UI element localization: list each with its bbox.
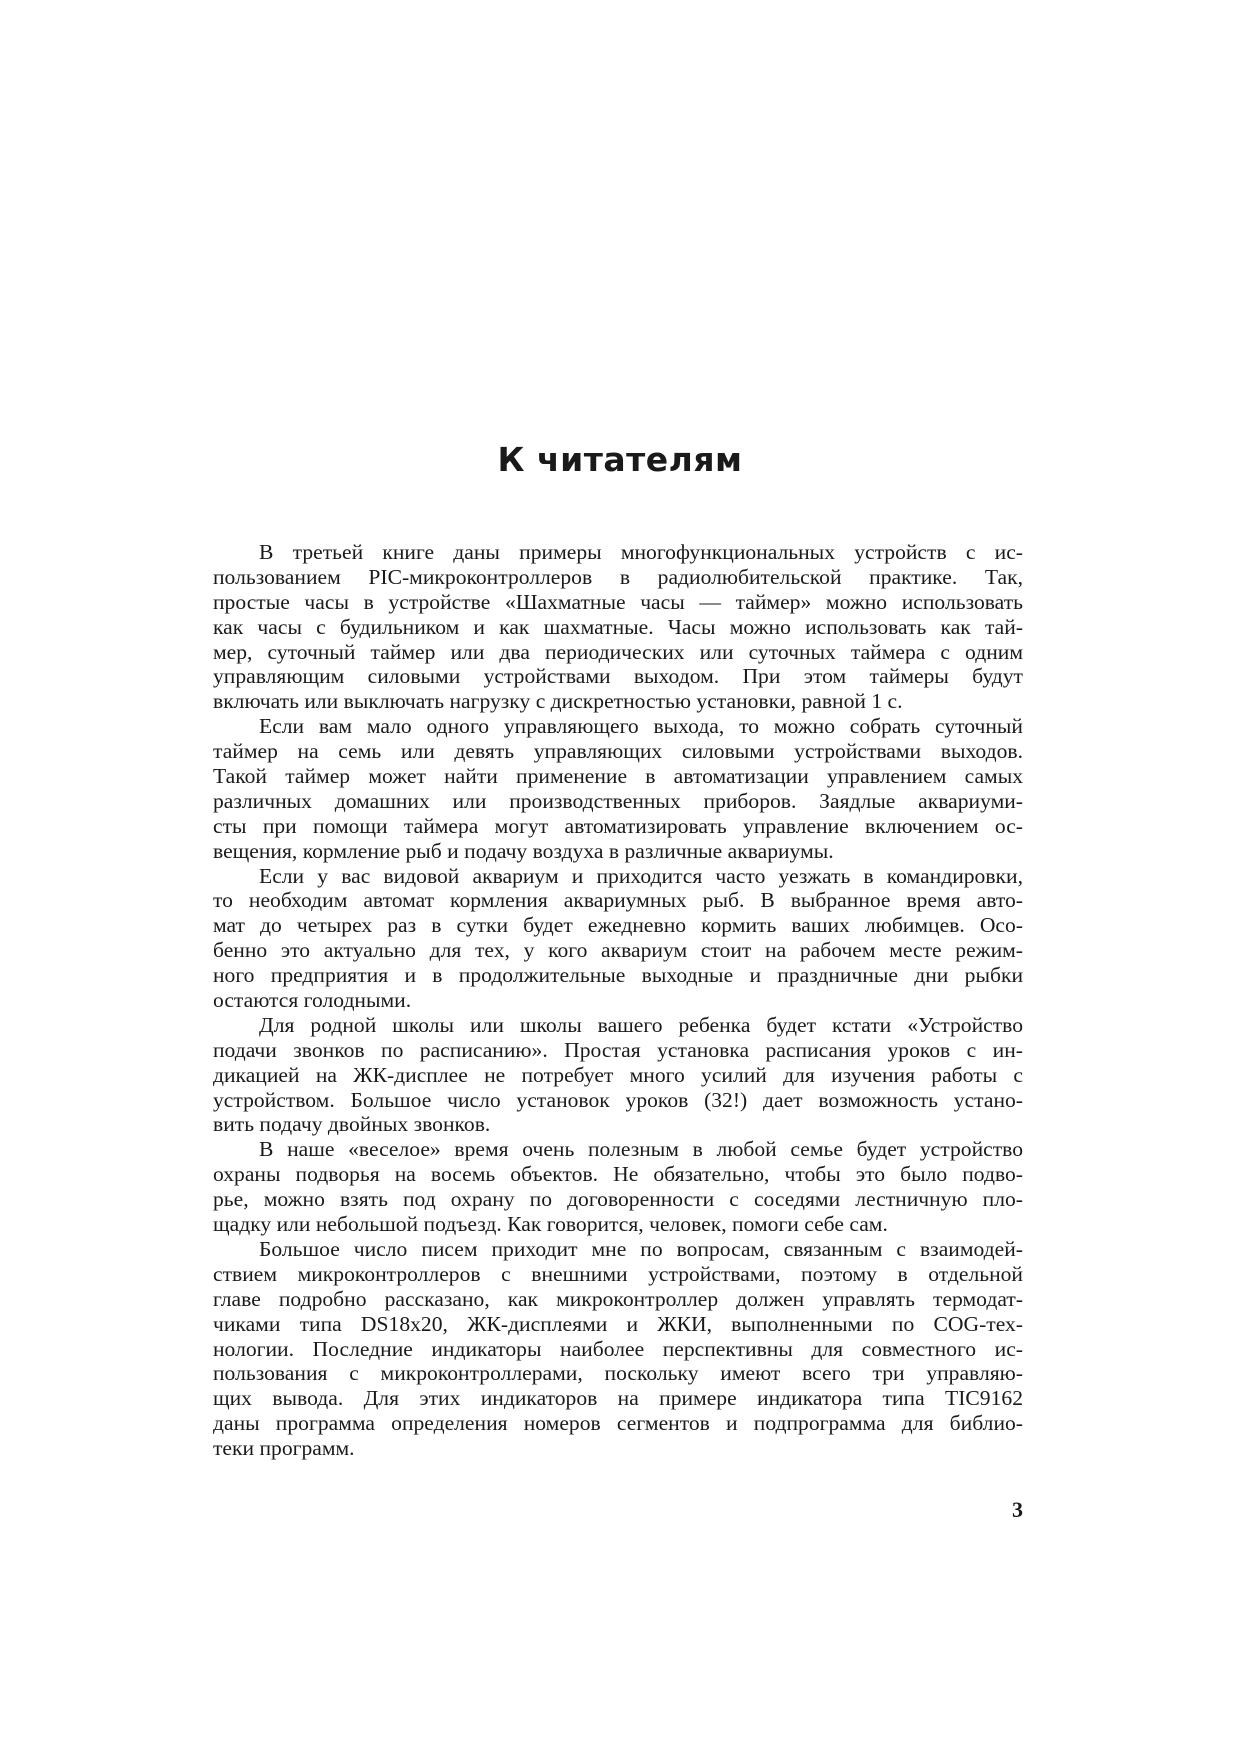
text-line: бенно это актуально для тех, у кого аквариум стоит на рабочем месте режим- <box>213 938 1023 963</box>
paragraph <box>213 1137 1023 1237</box>
text-line: В третьей книге даны примеры многофункциональных устройств с ис- <box>259 540 1023 564</box>
page-number: 3 <box>1012 1497 1023 1522</box>
text-line: Если вам мало одного управляющего выхода, то можно собрать суточный <box>259 714 1023 739</box>
text-line: щадку или небольшой подъезд. Как говорится, человек, помоги себе сам. <box>213 1212 888 1237</box>
text-line: таймер на семь или девять управляющих силовыми устройствами выходов. <box>213 739 1023 764</box>
text-line: устройством. Большое число установок уроков (32!) дает возможность устано- <box>213 1087 1023 1112</box>
paragraph <box>213 1013 1023 1137</box>
text-line: рье, можно взять под охрану по договоренности с соседями лестничную пло- <box>213 1187 1023 1212</box>
body-text <box>213 540 1023 1461</box>
text-line: пользования с микроконтроллерами, поскольку имеют всего три управляю- <box>213 1361 1023 1386</box>
text-line: мат до четырех раз в сутки будет ежедневно кормить ваших любимцев. Осо- <box>213 913 1023 938</box>
text-line: щих вывода. Для этих индикаторов на примере индикатора типа TIC9162 <box>213 1386 1023 1411</box>
page-title: К читателям <box>497 440 743 479</box>
paragraph <box>213 864 1023 1013</box>
text-line: подачи звонков по расписанию». Простая установка расписания уроков с ин- <box>213 1037 1023 1062</box>
text-line: как часы с будильником и как шахматные. Часы можно использовать как тай- <box>213 614 1023 639</box>
text-line: пользованием PIC-микроконтроллеров в радиолюбительской практике. Так, <box>213 564 1023 589</box>
text-line: сты при помощи таймера могут автоматизировать управление включением ос- <box>213 813 1023 838</box>
text-line: Такой таймер может найти применение в автоматизации управлением самых <box>213 764 1023 789</box>
text-line: включать или выключать нагрузку с дискретностью установки, равной 1 с. <box>213 689 903 714</box>
text-line: главе подробно рассказано, как микроконтроллер должен управлять термодат- <box>213 1286 1023 1311</box>
text-line: даны программа определения номеров сегментов и подпрограмма для библио- <box>213 1411 1023 1436</box>
text-line: мер, суточный таймер или два периодических или суточных таймера с одним <box>213 639 1023 664</box>
text-line: охраны подворья на восемь объектов. Не обязательно, чтобы это было подво- <box>213 1162 1023 1187</box>
text-line: В наше «веселое» время очень полезным в любой семье будет устройство <box>259 1137 1023 1162</box>
text-line: вить подачу двойных звонков. <box>213 1112 491 1137</box>
paragraph <box>213 1237 1023 1461</box>
text-line: Для родной школы или школы вашего ребенка будет кстати «Устройство <box>259 1012 1023 1037</box>
text-line: вещения, кормление рыб и подачу воздуха в различные аквариумы. <box>213 838 834 863</box>
text-line: теки программ. <box>213 1436 355 1461</box>
text-line: ствием микроконтроллеров с внешними устройствами, поэтому в отдельной <box>213 1261 1023 1286</box>
text-line: нологии. Последние индикаторы наиболее перспективны для совместного ис- <box>213 1336 1023 1361</box>
paragraph <box>213 540 1023 714</box>
paragraph <box>213 714 1023 863</box>
text-line: управляющим силовыми устройствами выходом. При этом таймеры будут <box>213 664 1023 689</box>
text-line: Если у вас видовой аквариум и приходится часто уезжать в командировки, <box>259 863 1023 888</box>
text-line: остаются голодными. <box>213 988 412 1013</box>
text-line: дикацией на ЖК-дисплее не потребует много усилий для изучения работы с <box>213 1062 1023 1087</box>
text-line: различных домашних или производственных приборов. Заядлые аквариуми- <box>213 788 1023 813</box>
text-line: то необходим автомат кормления аквариумных рыб. В выбранное время авто- <box>213 888 1023 913</box>
text-line: ного предприятия и в продолжительные выходные и праздничные дни рыбки <box>213 963 1023 988</box>
text-line: чиками типа DS18x20, ЖК-дисплеями и ЖКИ, выполненными по COG-тех- <box>213 1311 1023 1336</box>
text-line: простые часы в устройстве «Шахматные часы — таймер» можно использовать <box>213 589 1023 614</box>
text-line: Большое число писем приходит мне по вопросам, связанным с взаимодей- <box>259 1236 1023 1261</box>
